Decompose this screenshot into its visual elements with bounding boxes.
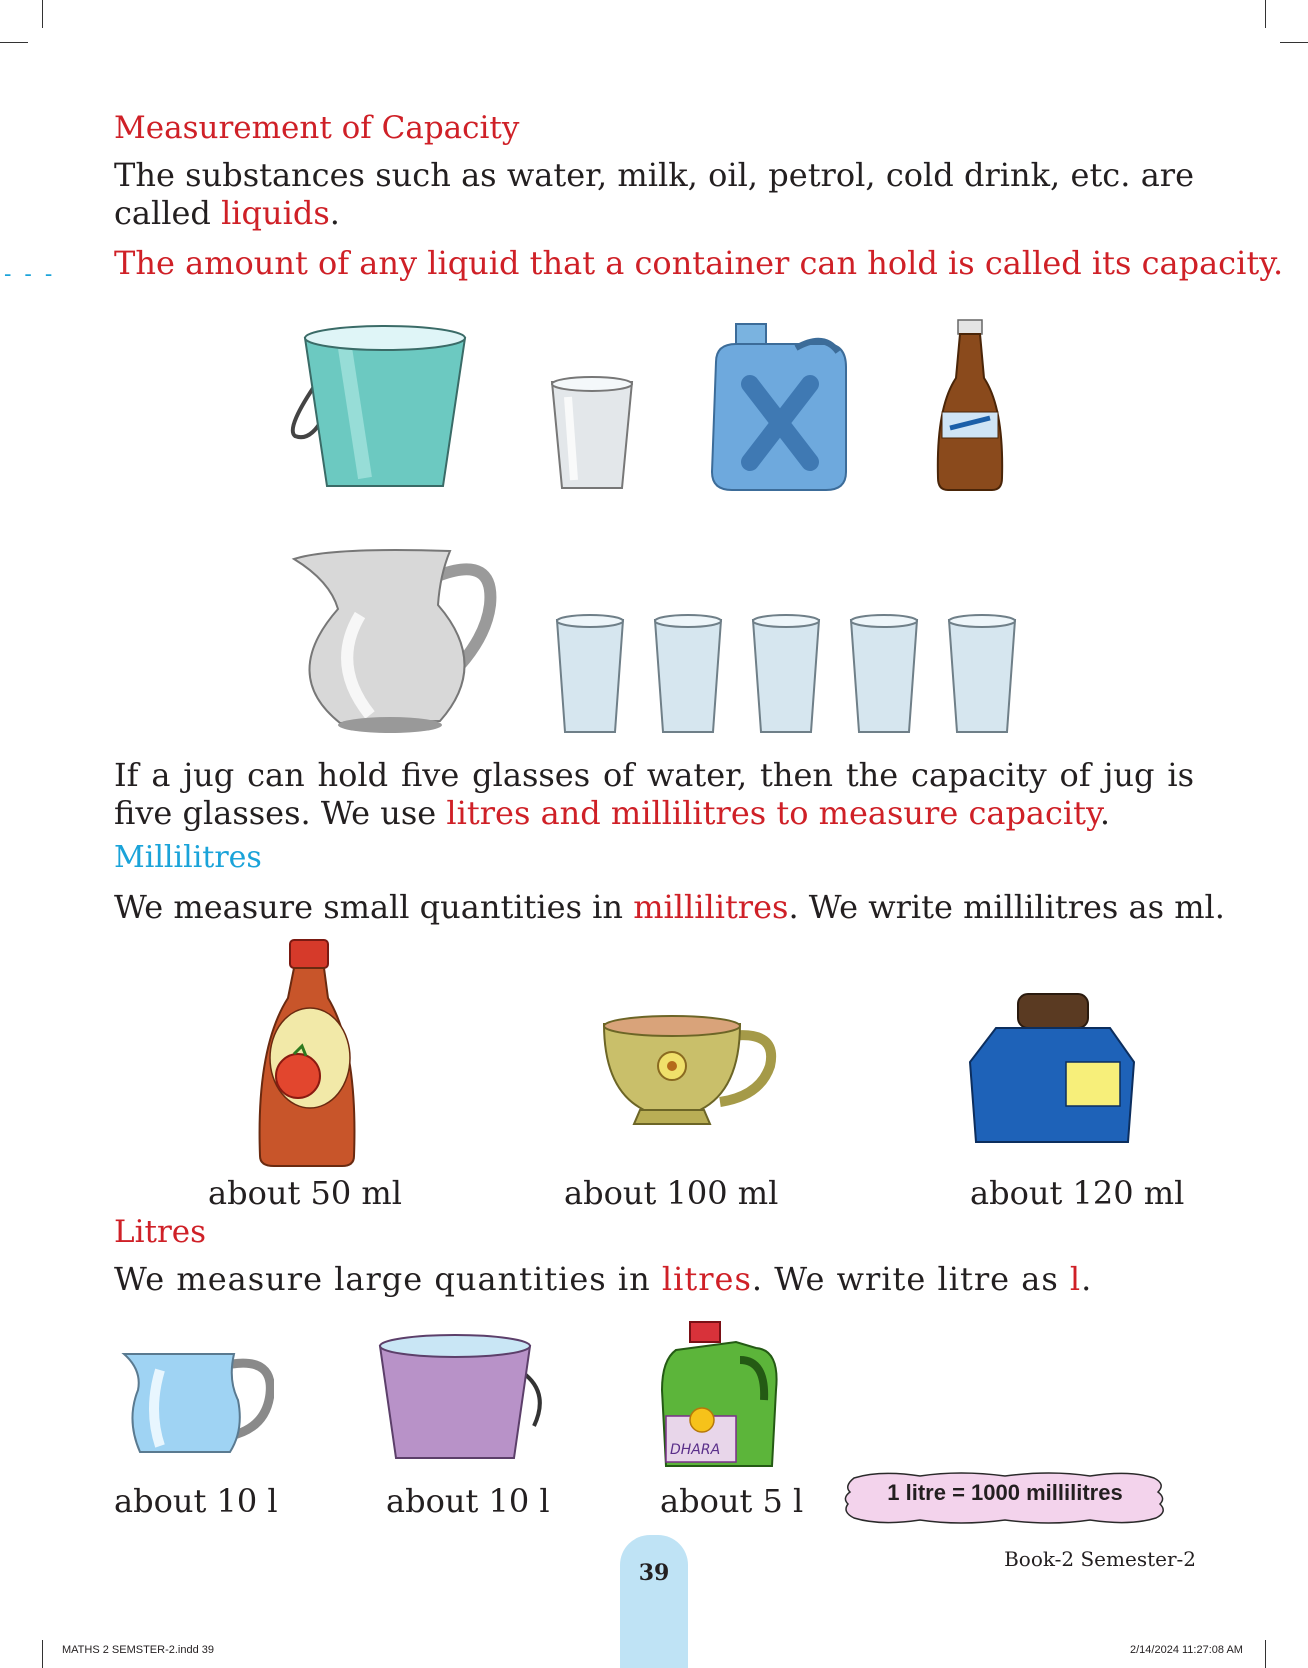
caption-50ml: about 50 ml: [208, 1174, 402, 1212]
glass-icon: [548, 372, 636, 492]
jerrycan-icon: [706, 322, 852, 494]
crop-mark: [42, 0, 43, 28]
caption-100ml: about 100 ml: [564, 1174, 779, 1212]
caption-120ml: about 120 ml: [970, 1174, 1185, 1212]
margin-dash: - - -: [4, 262, 56, 287]
conversion-note: 1 litre = 1000 millilitres: [887, 1480, 1123, 1505]
paragraph-end: .: [329, 194, 340, 232]
capacity-definition: The amount of any liquid that a container can hold is called its capacity.: [114, 244, 1284, 282]
highlight-millilitres: millilitres: [633, 888, 789, 926]
crop-mark: [1265, 0, 1266, 28]
sentence-start: We measure large quantities in: [114, 1260, 662, 1298]
jar-label: DHARA: [670, 1442, 721, 1458]
caption-10l-jug: about 10 l: [114, 1482, 278, 1520]
litres-sentence: [114, 1260, 1092, 1298]
sentence-start: We measure small quantities in: [114, 888, 634, 926]
litres-heading: Litres: [114, 1214, 207, 1250]
glass-icon: [554, 612, 626, 736]
glass-icon: [750, 612, 822, 736]
millilitres-heading: Millilitres: [114, 840, 262, 875]
page-number-tab: [620, 1535, 688, 1668]
highlight-litres: litres: [661, 1260, 752, 1298]
bucket-icon: [285, 318, 475, 492]
paragraph-end: .: [1099, 794, 1111, 832]
caption-5l: about 5 l: [660, 1482, 804, 1520]
liquids-paragraph: [114, 156, 1194, 232]
glass-icon: [652, 612, 724, 736]
sentence-end: . We write millilitres as ml.: [788, 888, 1225, 926]
cold-drink-bottle-icon: [932, 318, 1008, 494]
teacup-icon: [600, 1010, 780, 1130]
sentence-end: .: [1081, 1260, 1093, 1298]
glass-icon: [848, 612, 920, 736]
timestamp-slug: 2/14/2024 11:27:08 AM: [1130, 1644, 1243, 1656]
millilitres-sentence: [114, 888, 1225, 926]
file-slug: MATHS 2 SEMSTER-2.indd 39: [62, 1644, 215, 1656]
sentence-mid: . We write litre as: [751, 1260, 1070, 1298]
paragraph-text: The substances such as water, milk, oil, petrol, cold drink, etc. are called: [114, 156, 1194, 232]
purple-bucket-icon: [374, 1332, 550, 1462]
crop-mark: [0, 42, 28, 43]
crop-mark: [1265, 1640, 1266, 1668]
jug-paragraph: [114, 756, 1194, 832]
oil-jar-icon: [656, 1320, 780, 1472]
crop-mark: [42, 1640, 43, 1668]
glass-icon: [946, 612, 1018, 736]
litre-symbol: l: [1069, 1260, 1082, 1298]
crop-mark: [1280, 42, 1308, 43]
page-number: 39: [638, 1560, 670, 1586]
sauce-bottle-icon: [254, 938, 360, 1170]
water-jug-icon: [120, 1340, 274, 1460]
caption-10l-bucket: about 10 l: [386, 1482, 550, 1520]
book-label: Book-2 Semester-2: [1004, 1547, 1196, 1571]
section-heading: Measurement of Capacity: [114, 110, 520, 146]
ink-bottle-icon: [966, 992, 1136, 1152]
highlight-liquids: liquids: [221, 194, 330, 232]
paragraph-text: If a jug can hold five glasses of water, then the capacity of jug is five glasses. We use: [114, 756, 1194, 832]
highlight-units: litres and millilitres to measure capacity: [446, 794, 1100, 832]
jug-icon: [290, 545, 500, 737]
